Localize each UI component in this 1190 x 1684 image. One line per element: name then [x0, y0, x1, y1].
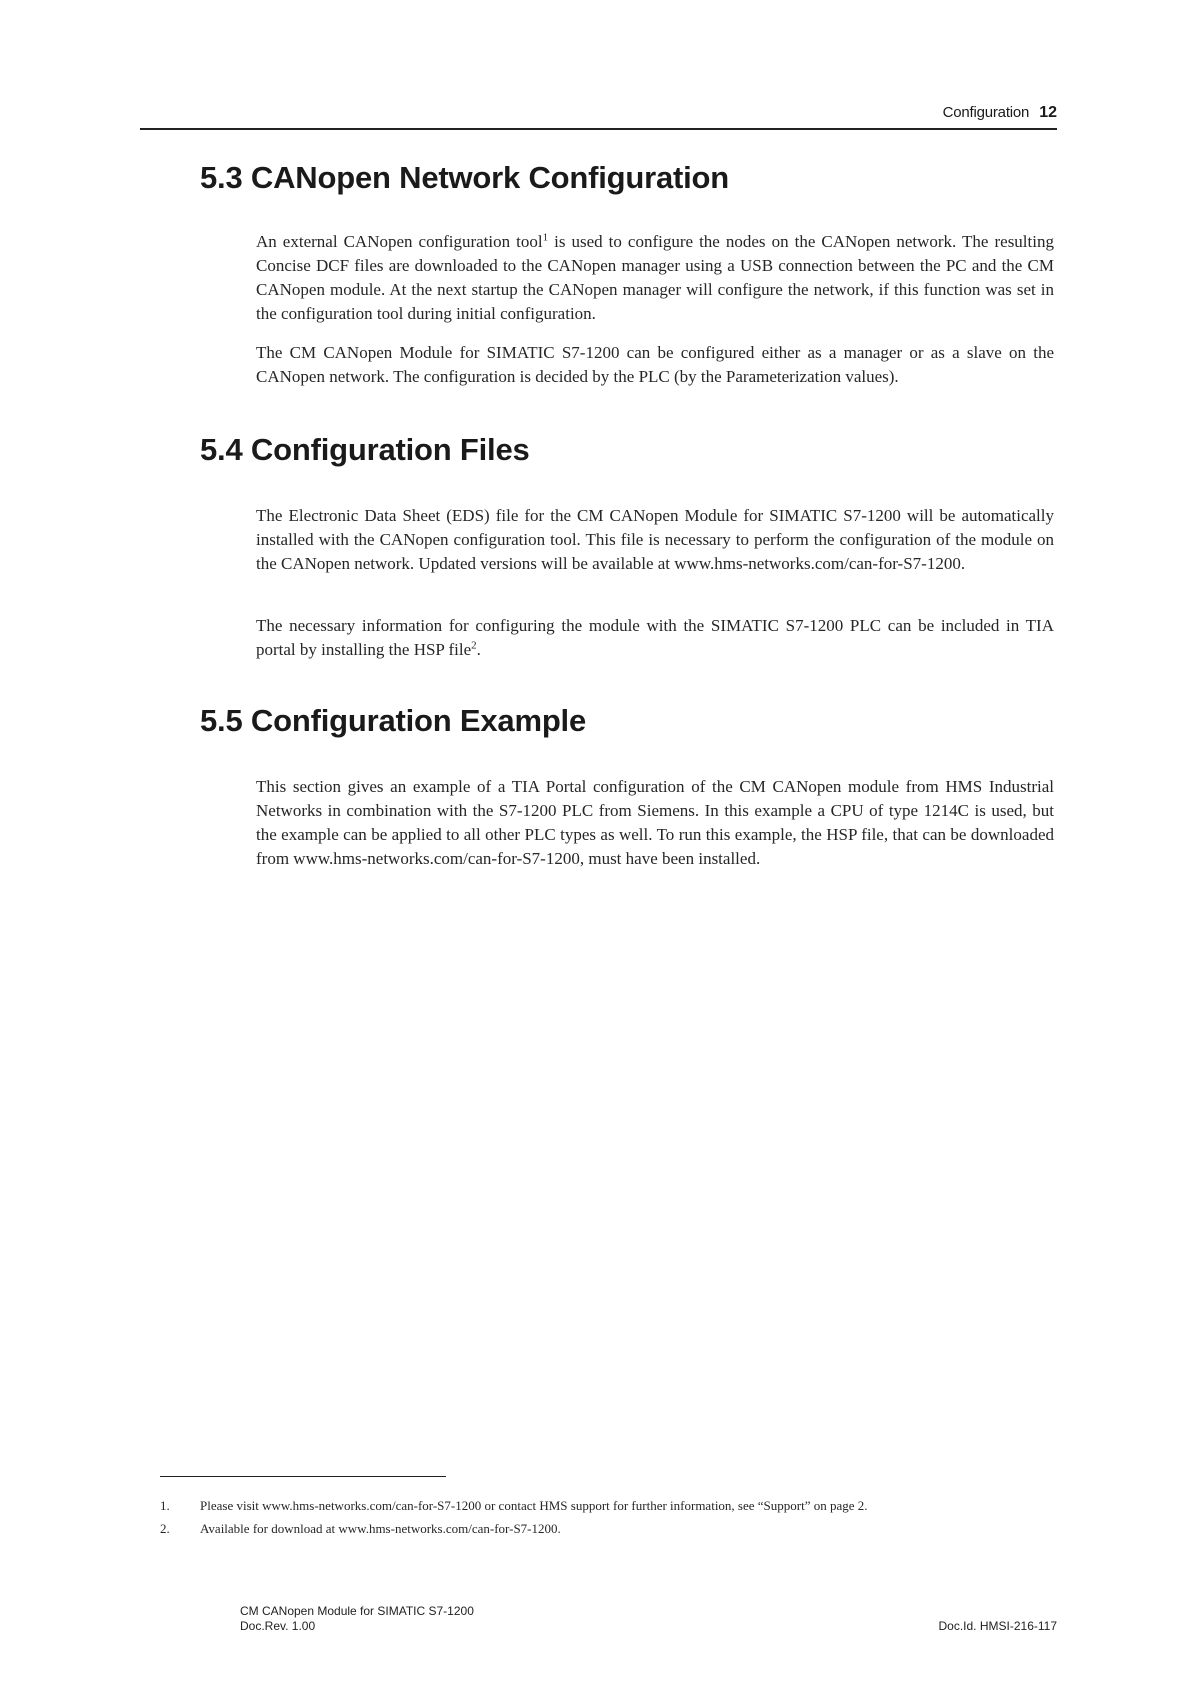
paragraph-text: .	[476, 640, 481, 659]
footnote-ref-1[interactable]: 1	[542, 231, 549, 244]
paragraph-text: An external CANopen configuration tool	[256, 232, 543, 251]
footnotes	[160, 1494, 1060, 1540]
section-heading-5-5: 5.5 Configuration Example	[200, 703, 587, 738]
paragraph-text: is used to configure the nodes on the CANopen network. The resulting Concise DCF files are downloaded to the CANopen manager using a USB connection between the PC and the CM CANopen module. At the next startup the CANopen manager will configure the network, if this function was set in the configuration tool during initial configuration.	[256, 232, 1054, 323]
footer-product-name: CM CANopen Module for SIMATIC S7-1200	[240, 1604, 474, 1618]
paragraph-config-files-2	[256, 614, 1054, 662]
footnote-number: 1.	[160, 1498, 170, 1513]
footnote-1	[160, 1494, 1060, 1517]
page-header	[140, 100, 1057, 130]
paragraph-config-files-1: The Electronic Data Sheet (EDS) file for the CM CANopen Module for SIMATIC S7-1200 will be automatically installed with the CANopen configuration tool. This file is necessary to perform the configuration of the module on the CANopen network. Updated versions will be available at www.hms-networks.com/can-for-S7-1200.	[256, 506, 1054, 573]
section-heading-5-4: 5.4 Configuration Files	[200, 432, 530, 467]
footer-doc-id: Doc.Id. HMSI-216-117	[938, 1619, 1057, 1633]
footnote-2	[160, 1517, 1060, 1540]
footnote-text: Please visit www.hms-networks.com/can-for-S7-1200 or contact HMS support for further information, see “Support” on page 2.	[200, 1498, 868, 1513]
paragraph-text: The necessary information for configuring the module with the SIMATIC S7-1200 PLC can be included in TIA portal by installing the HSP file	[256, 616, 1054, 659]
footnote-text: Available for download at www.hms-networks.com/can-for-S7-1200.	[200, 1521, 561, 1536]
page-footer-left	[240, 1604, 474, 1634]
footnote-divider	[160, 1476, 446, 1477]
header-section-title: Configuration	[942, 104, 1030, 121]
header-right	[943, 104, 1057, 122]
footnote-number: 2.	[160, 1521, 170, 1536]
section-heading-5-3: 5.3 CANopen Network Configuration	[200, 160, 730, 195]
footnote-ref-2[interactable]: 2	[471, 639, 477, 652]
footer-doc-revision: Doc.Rev. 1.00	[240, 1619, 316, 1633]
paragraph-network-config-1	[256, 230, 1054, 326]
page-number: 12	[1039, 104, 1057, 121]
paragraph-network-config-2: The CM CANopen Module for SIMATIC S7-1200 can be configured either as a manager or as a slave on the CANopen network. The configuration is decided by the PLC (by the Parameterization values).	[256, 343, 1054, 386]
paragraph-config-example: This section gives an example of a TIA Portal configuration of the CM CANopen module from HMS Industrial Networks in combination with the S7-1200 PLC from Siemens. In this example a CPU of type 1214C is used, but the example can be applied to all other PLC types as well. To run this example, the HSP file, that can be downloaded from www.hms-networks.com/can-for-S7-1200, must have been installed.	[256, 777, 1054, 868]
